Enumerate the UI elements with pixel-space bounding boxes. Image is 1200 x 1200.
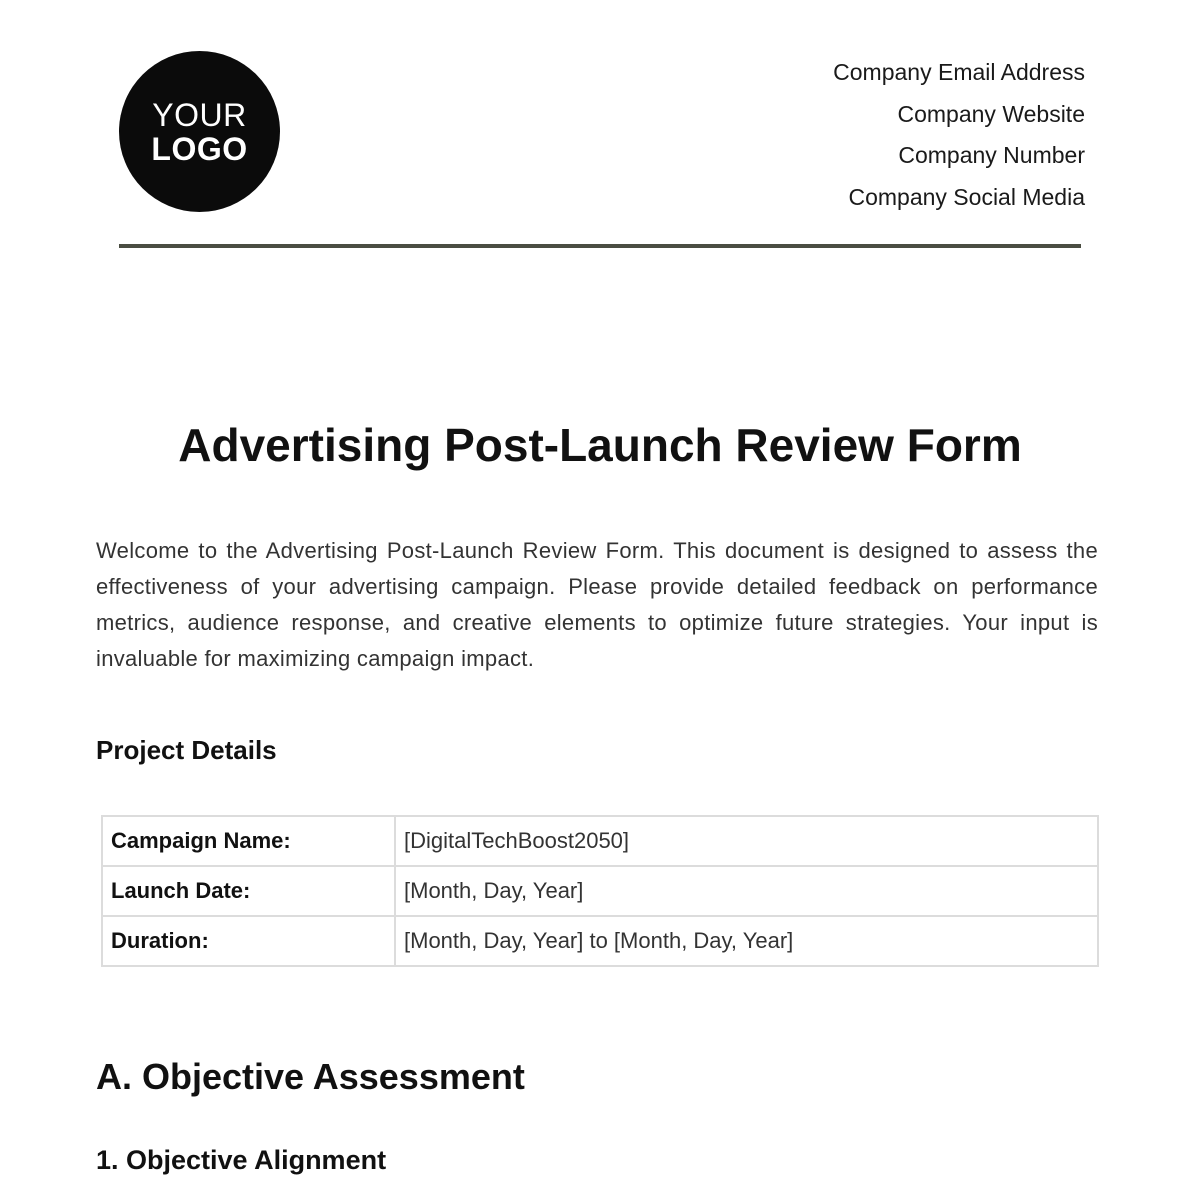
launch-date-value[interactable]: [Month, Day, Year] [395,866,1098,916]
document-title: Advertising Post-Launch Review Form [178,419,1022,471]
duration-value[interactable]: [Month, Day, Year] to [Month, Day, Year] [395,916,1098,966]
table-row [102,916,1098,966]
company-contact-block [833,52,1085,218]
company-logo [119,51,280,212]
table-row [102,866,1098,916]
table-row [102,816,1098,866]
objective-alignment-heading: 1. Objective Alignment [96,1145,387,1175]
logo-text-logo: LOGO [151,130,248,167]
logo-text-your: YOUR [152,96,247,133]
company-website: Company Website [897,100,1085,127]
company-social-media: Company Social Media [848,183,1085,210]
launch-date-label: Launch Date: [102,866,395,916]
header-divider [119,244,1081,248]
intro-paragraph: Welcome to the Advertising Post-Launch Review Form. This document is designed to assess the effectiveness of your advertising campaign. Please provide detailed feedback on performance metrics, audience response, and creative elements to optimize future strategies. Your input is invaluable for maximizing campaign impact. [96,538,1098,671]
company-number: Company Number [898,142,1085,168]
objective-assessment-heading: A. Objective Assessment [96,1056,525,1097]
project-details-heading: Project Details [96,735,277,765]
project-details-table [101,815,1099,967]
campaign-name-label: Campaign Name: [102,816,395,866]
company-email: Company Email Address [833,59,1085,85]
campaign-name-value[interactable]: [DigitalTechBoost2050] [395,816,1098,866]
duration-label: Duration: [102,916,395,966]
